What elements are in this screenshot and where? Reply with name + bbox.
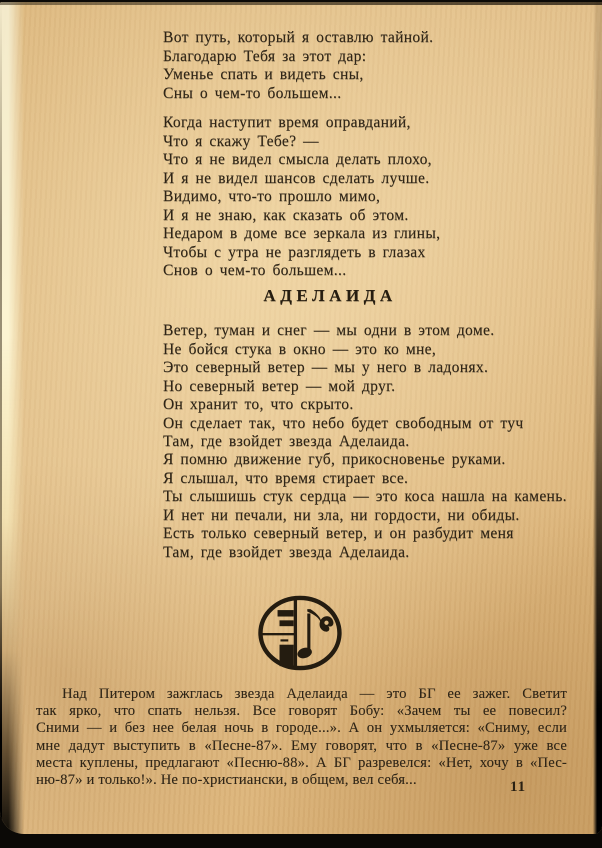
text-line: Я слышал, что время стирает все. — [163, 469, 409, 487]
paper-page — [0, 2, 602, 834]
text-line: Сними — и без нее белая ночь в городе...». А он ухмыляется: «Сниму, если — [36, 720, 567, 737]
text-line: Ветер, туман и снег — мы одни в этом доме. — [163, 322, 495, 339]
text-line: Что я не видел смысла делать плохо, — [163, 151, 432, 168]
text-line: Что я скажу Тебе? — — [163, 132, 319, 150]
poem-title: АДЕЛАИДА — [263, 286, 397, 305]
poem-stanza — [163, 322, 524, 452]
text-line: Он сделает так, что небо будет свободным от туч — [163, 414, 524, 432]
text-line: так ярко, что спать нельзя. Все говорят Бобу: «Зачем ты ее повесил? — [36, 703, 567, 720]
page-edge-right — [593, 2, 602, 834]
text-line: Сны о чем-то большем... — [163, 84, 342, 102]
text-line: И я не знаю, как сказать об этом. — [163, 206, 409, 224]
text-line: Там, где взойдет звезда Аделаида. — [163, 433, 410, 450]
text-line: Чтобы с утра не разглядеть в глазах — [163, 243, 426, 261]
page-number: 11 — [510, 779, 527, 795]
text-line: Но северный ветер — мой друг. — [163, 377, 396, 395]
music-note-emblem-icon — [250, 594, 348, 672]
page-edge-left — [0, 2, 2, 834]
text-line: места куплены, предлагают «Песню-88». А БГ разревелся: «Нет, хочу в «Пес- — [36, 754, 567, 771]
text-line: И нет ни печали, ни зла, ни гордости, ни обиды. — [163, 506, 520, 524]
text-line: Видимо, что-то прошло мимо, — [163, 188, 381, 205]
poem-stanza — [163, 114, 440, 281]
page-edge-top — [0, 2, 602, 5]
text-line: Он хранит то, что скрыто. — [163, 396, 354, 413]
text-line: Это северный ветер — мы у него в ладонях. — [163, 359, 489, 376]
text-line: Благодарю Тебя за этот дар: — [163, 47, 367, 65]
poem-stanza — [163, 29, 433, 103]
commentary-paragraph — [36, 686, 567, 789]
text-line: Есть только северный ветер, и он разбудит меня — [163, 525, 514, 542]
text-line: Вот путь, который я оставлю тайной. — [163, 29, 434, 46]
text-line: ню-87» и только!». Не по-христиански, в общем, вел себя... — [36, 772, 417, 789]
text-line: Уменье спать и видеть сны, — [163, 66, 364, 83]
text-line: Когда наступит время оправданий, — [163, 114, 411, 131]
text-line: Не бойся стука в окно — это ко мне, — [163, 340, 437, 358]
text-line: Снов о чем-то большем... — [163, 262, 347, 279]
text-line: Ты слышишь стук сердца — это коса нашла на камень. — [163, 488, 567, 505]
poem-stanza — [163, 451, 567, 562]
text-line: мне дадут выступить в «Песне-87». Ему говорят, что в «Песне-87» уже все — [36, 737, 567, 754]
text-line: Над Питером зажглась звезда Аделаида — это БГ ее зажег. Светит — [62, 686, 567, 702]
text-line: Там, где взойдет звезда Аделаида. — [163, 543, 410, 561]
text-line: Я помню движение губ, прикосновенье руками. — [163, 451, 506, 468]
text-line: Недаром в доме все зеркала из глины, — [163, 225, 441, 242]
text-line: И я не видел шансов сделать лучше. — [163, 169, 430, 187]
page-curl-highlight — [0, 2, 24, 834]
